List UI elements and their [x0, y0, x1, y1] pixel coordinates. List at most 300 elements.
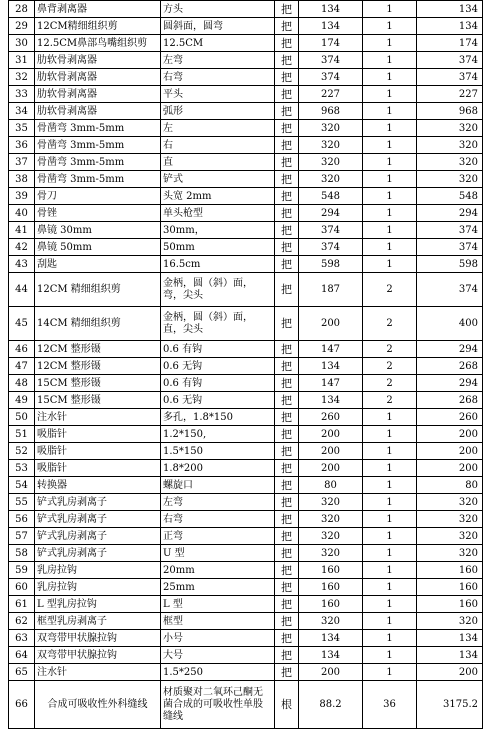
specification-cell: 小号 — [161, 630, 275, 647]
unit-price-cell: 174 — [299, 35, 363, 52]
item-name-cell: 合成可吸收性外科缝线 — [35, 681, 161, 729]
quantity-cell: 1 — [363, 154, 417, 171]
total-amount-cell: 374 — [417, 52, 483, 69]
table-row — [9, 545, 483, 562]
table-row — [9, 426, 483, 443]
specification-cell: 30mm， — [161, 222, 275, 239]
row-number-cell: 57 — [9, 528, 35, 545]
specification-cell: 右 — [161, 137, 275, 154]
table-row — [9, 52, 483, 69]
specification-cell: 金柄，圆（斜）面，弯，尖头 — [161, 273, 275, 307]
quantity-cell: 2 — [363, 307, 417, 341]
unit-cell: 把 — [275, 52, 299, 69]
unit-cell: 把 — [275, 35, 299, 52]
row-number-cell: 51 — [9, 426, 35, 443]
specification-cell: 头宽 2mm — [161, 188, 275, 205]
specification-cell: 大号 — [161, 647, 275, 664]
total-amount-cell: 134 — [417, 647, 483, 664]
total-amount-cell: 134 — [417, 1, 483, 18]
unit-cell: 把 — [275, 18, 299, 35]
total-amount-cell: 320 — [417, 494, 483, 511]
table-row — [9, 222, 483, 239]
total-amount-cell: 400 — [417, 307, 483, 341]
row-number-cell: 35 — [9, 120, 35, 137]
total-amount-cell: 294 — [417, 341, 483, 358]
quantity-cell: 1 — [363, 1, 417, 18]
unit-cell: 把 — [275, 528, 299, 545]
table-row — [9, 494, 483, 511]
item-name-cell: 骨锉 — [35, 205, 161, 222]
unit-cell: 把 — [275, 511, 299, 528]
unit-cell: 把 — [275, 120, 299, 137]
item-name-cell: 鼻镜 30mm — [35, 222, 161, 239]
quantity-cell: 1 — [363, 35, 417, 52]
unit-price-cell: 200 — [299, 307, 363, 341]
item-name-cell: 14CM 精细组织剪 — [35, 307, 161, 341]
total-amount-cell: 374 — [417, 273, 483, 307]
specification-cell: 1.2*150, — [161, 426, 275, 443]
table-row — [9, 120, 483, 137]
unit-cell: 把 — [275, 664, 299, 681]
total-amount-cell: 294 — [417, 375, 483, 392]
quantity-cell: 1 — [363, 664, 417, 681]
specification-cell: U 型 — [161, 545, 275, 562]
item-name-cell: 双弯带甲状腺拉钩 — [35, 630, 161, 647]
unit-price-cell: 88.2 — [299, 681, 363, 729]
item-name-cell: 铲式乳房剥离子 — [35, 511, 161, 528]
unit-cell: 把 — [275, 256, 299, 273]
total-amount-cell: 268 — [417, 392, 483, 409]
item-name-cell: 吸脂针 — [35, 443, 161, 460]
quantity-cell: 1 — [363, 409, 417, 426]
table-row — [9, 664, 483, 681]
unit-cell: 把 — [275, 358, 299, 375]
quantity-cell: 2 — [363, 341, 417, 358]
table-row — [9, 681, 483, 729]
table-row — [9, 596, 483, 613]
table-row — [9, 392, 483, 409]
quantity-cell: 1 — [363, 137, 417, 154]
unit-price-cell: 200 — [299, 460, 363, 477]
unit-price-cell: 80 — [299, 477, 363, 494]
quantity-cell: 1 — [363, 477, 417, 494]
quantity-cell: 1 — [363, 86, 417, 103]
specification-cell: 右弯 — [161, 69, 275, 86]
specification-cell: 弧形 — [161, 103, 275, 120]
item-name-cell: 铲式乳房剥离子 — [35, 494, 161, 511]
total-amount-cell: 260 — [417, 409, 483, 426]
item-name-cell: 刮匙 — [35, 256, 161, 273]
quantity-cell: 1 — [363, 511, 417, 528]
total-amount-cell: 320 — [417, 613, 483, 630]
total-amount-cell: 320 — [417, 120, 483, 137]
table-row — [9, 375, 483, 392]
item-name-cell: 12.5CM鼻部鸟嘴组织剪 — [35, 35, 161, 52]
row-number-cell: 28 — [9, 1, 35, 18]
item-name-cell: 铲式乳房剥离子 — [35, 545, 161, 562]
table-row — [9, 477, 483, 494]
row-number-cell: 64 — [9, 647, 35, 664]
unit-price-cell: 374 — [299, 239, 363, 256]
quantity-cell: 1 — [363, 647, 417, 664]
row-number-cell: 37 — [9, 154, 35, 171]
total-amount-cell: 320 — [417, 171, 483, 188]
specification-cell: 左 — [161, 120, 275, 137]
total-amount-cell: 134 — [417, 630, 483, 647]
item-name-cell: 12CM 整形镊 — [35, 341, 161, 358]
row-number-cell: 36 — [9, 137, 35, 154]
item-name-cell: 吸脂针 — [35, 460, 161, 477]
row-number-cell: 47 — [9, 358, 35, 375]
item-name-cell: 吸脂针 — [35, 426, 161, 443]
item-name-cell: 12CM精细组织剪 — [35, 18, 161, 35]
item-name-cell: 框型乳房剥离子 — [35, 613, 161, 630]
unit-price-cell: 147 — [299, 341, 363, 358]
row-number-cell: 40 — [9, 205, 35, 222]
quantity-cell: 1 — [363, 494, 417, 511]
item-name-cell: 12CM 整形镊 — [35, 358, 161, 375]
row-number-cell: 63 — [9, 630, 35, 647]
unit-price-cell: 320 — [299, 120, 363, 137]
unit-cell: 把 — [275, 341, 299, 358]
table-row — [9, 647, 483, 664]
specification-cell: 25mm — [161, 579, 275, 596]
specification-cell: 1.8*200 — [161, 460, 275, 477]
table-row — [9, 188, 483, 205]
unit-cell: 把 — [275, 171, 299, 188]
row-number-cell: 61 — [9, 596, 35, 613]
unit-price-cell: 160 — [299, 579, 363, 596]
total-amount-cell: 548 — [417, 188, 483, 205]
unit-price-cell: 187 — [299, 273, 363, 307]
unit-cell: 把 — [275, 494, 299, 511]
item-name-cell: 铲式乳房剥离子 — [35, 528, 161, 545]
unit-cell: 把 — [275, 392, 299, 409]
row-number-cell: 34 — [9, 103, 35, 120]
item-name-cell: 肋软骨剥离器 — [35, 103, 161, 120]
unit-price-cell: 134 — [299, 392, 363, 409]
unit-price-cell: 200 — [299, 664, 363, 681]
unit-price-cell: 374 — [299, 52, 363, 69]
unit-cell: 把 — [275, 1, 299, 18]
unit-cell: 把 — [275, 613, 299, 630]
unit-cell: 把 — [275, 239, 299, 256]
row-number-cell: 52 — [9, 443, 35, 460]
item-name-cell: 骨凿弯 3mm-5mm — [35, 137, 161, 154]
specification-cell: 0.6 有钩 — [161, 341, 275, 358]
unit-price-cell: 260 — [299, 409, 363, 426]
quantity-cell: 1 — [363, 69, 417, 86]
unit-price-cell: 374 — [299, 222, 363, 239]
equipment-price-table — [8, 0, 483, 729]
total-amount-cell: 174 — [417, 35, 483, 52]
unit-price-cell: 320 — [299, 613, 363, 630]
unit-cell: 把 — [275, 222, 299, 239]
unit-price-cell: 320 — [299, 171, 363, 188]
unit-price-cell: 160 — [299, 596, 363, 613]
table-row — [9, 409, 483, 426]
table-row — [9, 256, 483, 273]
quantity-cell: 1 — [363, 460, 417, 477]
quantity-cell: 1 — [363, 528, 417, 545]
item-name-cell: 15CM 整形镊 — [35, 392, 161, 409]
specification-cell: 右弯 — [161, 511, 275, 528]
row-number-cell: 46 — [9, 341, 35, 358]
quantity-cell: 1 — [363, 239, 417, 256]
total-amount-cell: 320 — [417, 511, 483, 528]
unit-cell: 根 — [275, 681, 299, 729]
total-amount-cell: 200 — [417, 460, 483, 477]
row-number-cell: 65 — [9, 664, 35, 681]
specification-cell: 正弯 — [161, 528, 275, 545]
specification-cell: 0.6 有钩 — [161, 375, 275, 392]
item-name-cell: 肋软骨剥离器 — [35, 86, 161, 103]
row-number-cell: 59 — [9, 562, 35, 579]
total-amount-cell: 320 — [417, 137, 483, 154]
row-number-cell: 49 — [9, 392, 35, 409]
table-row — [9, 528, 483, 545]
quantity-cell: 2 — [363, 392, 417, 409]
row-number-cell: 31 — [9, 52, 35, 69]
quantity-cell: 1 — [363, 579, 417, 596]
total-amount-cell: 200 — [417, 443, 483, 460]
unit-price-cell: 147 — [299, 375, 363, 392]
unit-cell: 把 — [275, 647, 299, 664]
item-name-cell: 乳房拉钩 — [35, 562, 161, 579]
total-amount-cell: 200 — [417, 426, 483, 443]
total-amount-cell: 598 — [417, 256, 483, 273]
item-name-cell: 肋软骨剥离器 — [35, 52, 161, 69]
quantity-cell: 2 — [363, 358, 417, 375]
table-row — [9, 239, 483, 256]
unit-price-cell: 227 — [299, 86, 363, 103]
row-number-cell: 33 — [9, 86, 35, 103]
row-number-cell: 54 — [9, 477, 35, 494]
quantity-cell: 1 — [363, 188, 417, 205]
quantity-cell: 1 — [363, 171, 417, 188]
total-amount-cell: 80 — [417, 477, 483, 494]
row-number-cell: 48 — [9, 375, 35, 392]
unit-price-cell: 320 — [299, 154, 363, 171]
unit-price-cell: 134 — [299, 1, 363, 18]
table-row — [9, 443, 483, 460]
table-row — [9, 341, 483, 358]
table-row — [9, 630, 483, 647]
quantity-cell: 2 — [363, 375, 417, 392]
total-amount-cell: 160 — [417, 596, 483, 613]
specification-cell: 框型 — [161, 613, 275, 630]
item-name-cell: 15CM 整形镊 — [35, 375, 161, 392]
row-number-cell: 32 — [9, 69, 35, 86]
total-amount-cell: 374 — [417, 239, 483, 256]
specification-cell: 50mm — [161, 239, 275, 256]
table-row — [9, 358, 483, 375]
specification-cell: 0.6 无钩 — [161, 358, 275, 375]
row-number-cell: 41 — [9, 222, 35, 239]
unit-price-cell: 200 — [299, 443, 363, 460]
unit-price-cell: 374 — [299, 69, 363, 86]
unit-cell: 把 — [275, 596, 299, 613]
unit-cell: 把 — [275, 188, 299, 205]
specification-cell: 左弯 — [161, 494, 275, 511]
specification-cell: 金柄，圆（斜）面，直，尖头 — [161, 307, 275, 341]
unit-cell: 把 — [275, 86, 299, 103]
specification-cell: 单头枪型 — [161, 205, 275, 222]
unit-price-cell: 320 — [299, 528, 363, 545]
row-number-cell: 55 — [9, 494, 35, 511]
table-row — [9, 460, 483, 477]
unit-cell: 把 — [275, 579, 299, 596]
unit-cell: 把 — [275, 443, 299, 460]
total-amount-cell: 160 — [417, 579, 483, 596]
table-row — [9, 307, 483, 341]
specification-cell: 材质聚对二氧环己酮无菌合成的可吸收性单股缝线 — [161, 681, 275, 729]
unit-cell: 把 — [275, 205, 299, 222]
specification-cell: 20mm — [161, 562, 275, 579]
item-name-cell: 注水针 — [35, 664, 161, 681]
unit-cell: 把 — [275, 630, 299, 647]
row-number-cell: 30 — [9, 35, 35, 52]
table-row — [9, 562, 483, 579]
quantity-cell: 1 — [363, 443, 417, 460]
unit-cell: 把 — [275, 154, 299, 171]
unit-price-cell: 548 — [299, 188, 363, 205]
quantity-cell: 1 — [363, 562, 417, 579]
total-amount-cell: 320 — [417, 154, 483, 171]
row-number-cell: 60 — [9, 579, 35, 596]
item-name-cell: 骨凿弯 3mm-5mm — [35, 154, 161, 171]
specification-cell: 1.5*250 — [161, 664, 275, 681]
unit-price-cell: 134 — [299, 18, 363, 35]
total-amount-cell: 200 — [417, 664, 483, 681]
row-number-cell: 56 — [9, 511, 35, 528]
item-name-cell: 骨刀 — [35, 188, 161, 205]
unit-price-cell: 968 — [299, 103, 363, 120]
table-row — [9, 1, 483, 18]
quantity-cell: 1 — [363, 120, 417, 137]
row-number-cell: 29 — [9, 18, 35, 35]
table-row — [9, 86, 483, 103]
table-row — [9, 171, 483, 188]
specification-cell: L 型 — [161, 596, 275, 613]
row-number-cell: 38 — [9, 171, 35, 188]
quantity-cell: 1 — [363, 596, 417, 613]
unit-cell: 把 — [275, 545, 299, 562]
item-name-cell: 12CM 精细组织剪 — [35, 273, 161, 307]
table-row — [9, 69, 483, 86]
quantity-cell: 1 — [363, 222, 417, 239]
item-name-cell: L 型乳房拉钩 — [35, 596, 161, 613]
total-amount-cell: 227 — [417, 86, 483, 103]
total-amount-cell: 374 — [417, 69, 483, 86]
specification-cell: 12.5CM — [161, 35, 275, 52]
quantity-cell: 1 — [363, 426, 417, 443]
specification-cell: 直 — [161, 154, 275, 171]
unit-cell: 把 — [275, 562, 299, 579]
table-row — [9, 205, 483, 222]
row-number-cell: 44 — [9, 273, 35, 307]
table-row — [9, 579, 483, 596]
total-amount-cell: 374 — [417, 222, 483, 239]
unit-price-cell: 598 — [299, 256, 363, 273]
item-name-cell: 肋软骨剥离器 — [35, 69, 161, 86]
total-amount-cell: 134 — [417, 18, 483, 35]
unit-price-cell: 320 — [299, 545, 363, 562]
table-row — [9, 511, 483, 528]
unit-cell: 把 — [275, 137, 299, 154]
unit-cell: 把 — [275, 307, 299, 341]
unit-cell: 把 — [275, 477, 299, 494]
total-amount-cell: 3175.2 — [417, 681, 483, 729]
specification-cell: 平头 — [161, 86, 275, 103]
item-name-cell: 骨凿弯 3mm-5mm — [35, 171, 161, 188]
unit-cell: 把 — [275, 460, 299, 477]
table-row — [9, 103, 483, 120]
item-name-cell: 乳房拉钩 — [35, 579, 161, 596]
unit-cell: 把 — [275, 103, 299, 120]
total-amount-cell: 320 — [417, 545, 483, 562]
quantity-cell: 1 — [363, 18, 417, 35]
table-row — [9, 273, 483, 307]
unit-price-cell: 134 — [299, 358, 363, 375]
row-number-cell: 50 — [9, 409, 35, 426]
item-name-cell: 骨凿弯 3mm-5mm — [35, 120, 161, 137]
specification-cell: 多孔，1.8*150 — [161, 409, 275, 426]
row-number-cell: 53 — [9, 460, 35, 477]
specification-cell: 铲式 — [161, 171, 275, 188]
total-amount-cell: 160 — [417, 562, 483, 579]
quantity-cell: 1 — [363, 256, 417, 273]
unit-cell: 把 — [275, 273, 299, 307]
quantity-cell: 1 — [363, 103, 417, 120]
quantity-cell: 36 — [363, 681, 417, 729]
row-number-cell: 43 — [9, 256, 35, 273]
row-number-cell: 58 — [9, 545, 35, 562]
specification-cell: 方头 — [161, 1, 275, 18]
table-row — [9, 154, 483, 171]
specification-cell: 圆斜面，圆弯 — [161, 18, 275, 35]
total-amount-cell: 320 — [417, 528, 483, 545]
unit-price-cell: 320 — [299, 494, 363, 511]
unit-price-cell: 320 — [299, 137, 363, 154]
quantity-cell: 1 — [363, 545, 417, 562]
quantity-cell: 1 — [363, 613, 417, 630]
specification-cell: 左弯 — [161, 52, 275, 69]
total-amount-cell: 294 — [417, 205, 483, 222]
table-row — [9, 35, 483, 52]
unit-price-cell: 134 — [299, 647, 363, 664]
row-number-cell: 62 — [9, 613, 35, 630]
total-amount-cell: 968 — [417, 103, 483, 120]
table-row — [9, 137, 483, 154]
item-name-cell: 注水针 — [35, 409, 161, 426]
specification-cell: 1.5*150 — [161, 443, 275, 460]
item-name-cell: 鼻镜 50mm — [35, 239, 161, 256]
unit-cell: 把 — [275, 375, 299, 392]
item-name-cell: 双弯带甲状腺拉钩 — [35, 647, 161, 664]
table-row — [9, 613, 483, 630]
quantity-cell: 1 — [363, 630, 417, 647]
row-number-cell: 45 — [9, 307, 35, 341]
quantity-cell: 1 — [363, 205, 417, 222]
specification-cell: 螺旋口 — [161, 477, 275, 494]
item-name-cell: 转换器 — [35, 477, 161, 494]
unit-price-cell: 294 — [299, 205, 363, 222]
quantity-cell: 1 — [363, 52, 417, 69]
unit-price-cell: 134 — [299, 630, 363, 647]
unit-cell: 把 — [275, 426, 299, 443]
total-amount-cell: 268 — [417, 358, 483, 375]
